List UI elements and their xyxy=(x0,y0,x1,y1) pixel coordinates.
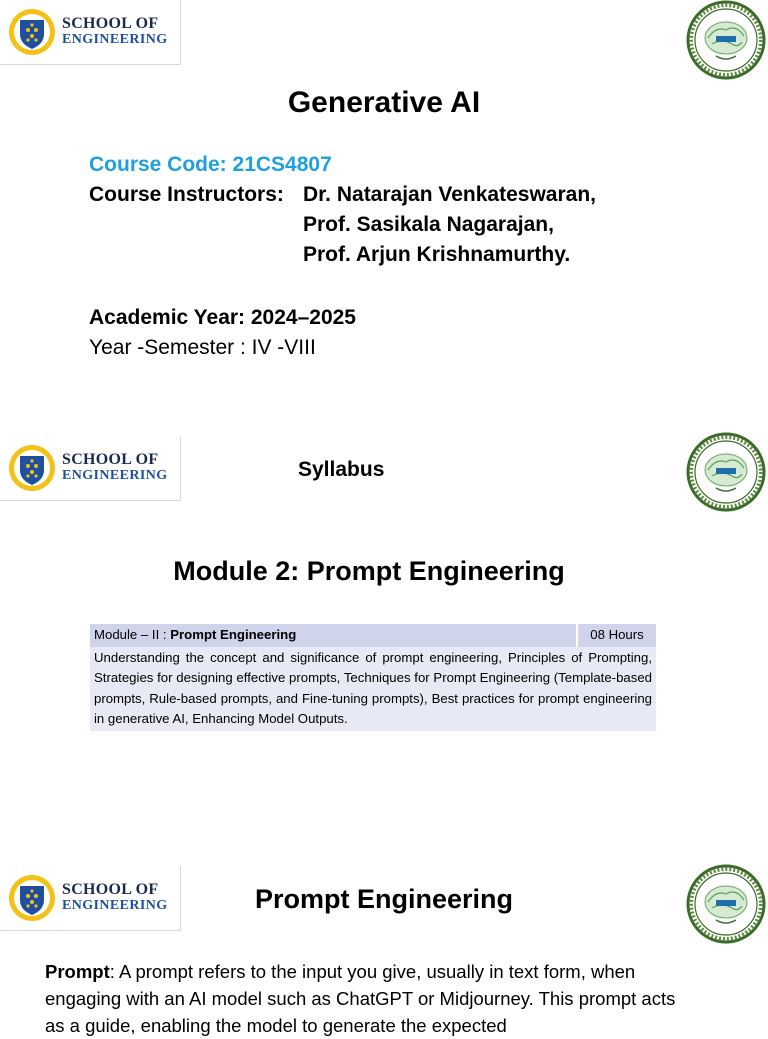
logo-line1: SCHOOL OF xyxy=(62,451,159,468)
logo-line2: ENGINEERING xyxy=(62,32,168,47)
year-semester: Year -Semester : IV -VIII xyxy=(89,336,316,359)
course-code: Course Code: 21CS4807 xyxy=(89,153,332,176)
slide-prompt-engineering xyxy=(0,864,768,1036)
instructor-3: Prof. Arjun Krishnamurthy. xyxy=(303,243,571,266)
instructors-label: Course Instructors: xyxy=(89,183,284,206)
school-logo xyxy=(0,866,181,931)
instructor-1: Dr. Natarajan Venkateswaran, xyxy=(303,183,596,206)
slide-title: Prompt Engineering xyxy=(255,884,514,914)
module-title: Module 2: Prompt Engineering xyxy=(173,556,565,586)
prompt-term: Prompt xyxy=(45,961,110,982)
school-logo xyxy=(0,436,181,501)
academic-year: Academic Year: 2024–2025 xyxy=(89,306,356,329)
academic-info xyxy=(89,303,356,363)
logo-line1: SCHOOL OF xyxy=(62,15,159,32)
table-header-row xyxy=(90,624,656,647)
slide-title xyxy=(0,0,768,420)
crest-icon xyxy=(8,874,56,922)
crest-icon xyxy=(8,444,56,492)
school-logo xyxy=(0,0,181,65)
module-name: Prompt Engineering xyxy=(170,627,297,642)
logo-line1: SCHOOL OF xyxy=(62,881,159,898)
university-seal-icon xyxy=(686,864,766,944)
module-content: Understanding the concept and significance of prompt engineering, Principles of Prompting, Strategies for designing effective prompts, Techniques for Prompt Engineering (Template-based prompts, Rule-based prompts, and Fine-tuning prompts), Best practices for prompt engineering in generative AI, Enhancing Model Outputs. xyxy=(90,647,656,731)
prompt-definition-text: : A prompt refers to the input you give, usually in text form, when engaging with an AI model such as ChatGPT or Midjourney. This prompt acts as a guide, enabling the model to generate the expected xyxy=(45,961,676,1036)
syllabus-header: Syllabus xyxy=(298,458,385,481)
table-content-row xyxy=(90,647,656,731)
module-cell xyxy=(90,624,577,647)
course-title: Generative AI xyxy=(287,86,481,119)
logo-line2: ENGINEERING xyxy=(62,898,168,913)
hours-cell: 08 Hours xyxy=(577,624,656,647)
prompt-definition xyxy=(45,958,685,1039)
syllabus-table xyxy=(90,624,656,731)
crest-icon xyxy=(8,8,56,56)
slide-syllabus xyxy=(0,432,768,852)
course-info xyxy=(89,150,596,270)
instructor-2: Prof. Sasikala Nagarajan, xyxy=(303,213,554,236)
university-seal-icon xyxy=(686,432,766,512)
logo-line2: ENGINEERING xyxy=(62,468,168,483)
university-seal-icon xyxy=(686,0,766,80)
module-prefix: Module – II : xyxy=(94,627,171,642)
